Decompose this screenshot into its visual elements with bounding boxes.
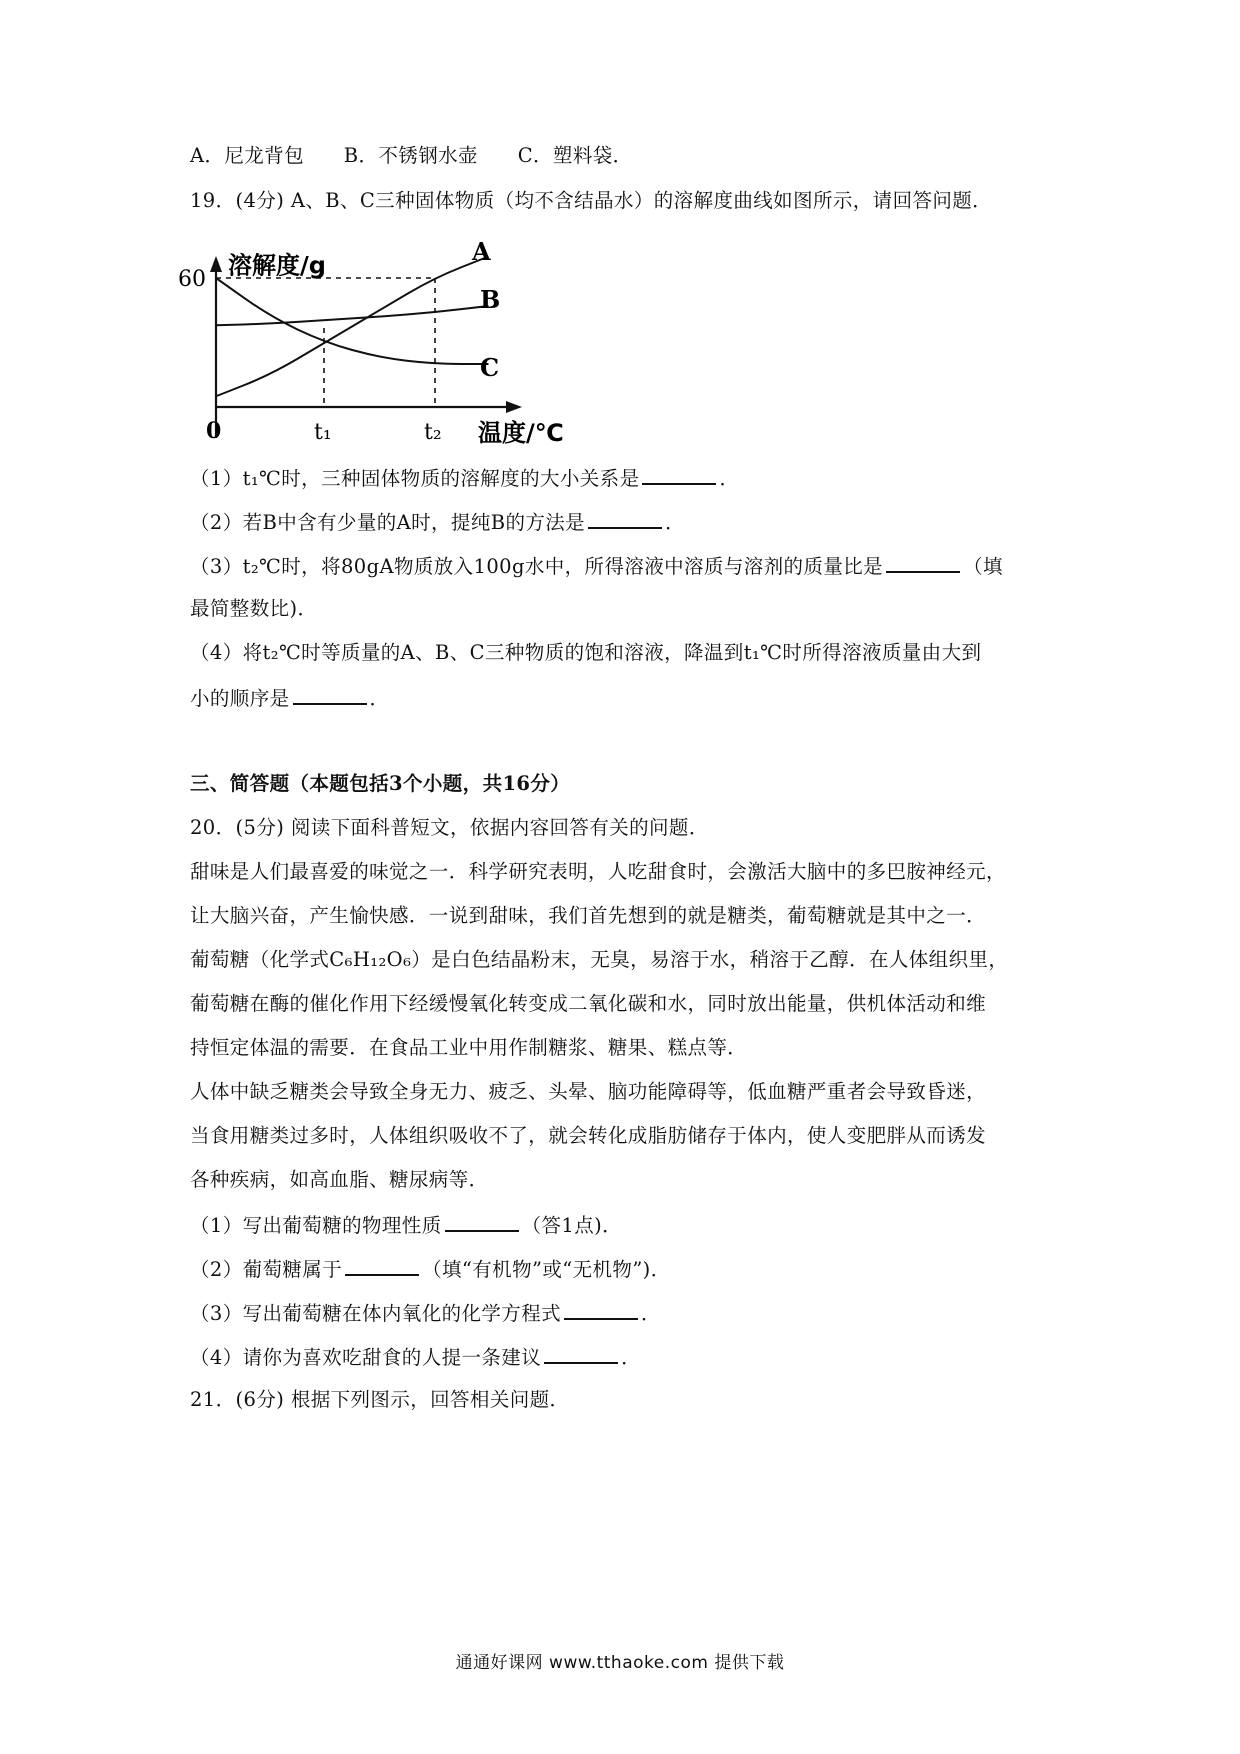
origin-label: 0 <box>206 418 222 444</box>
solubility-chart <box>178 237 610 458</box>
answer-blank[interactable] <box>564 1298 638 1320</box>
section3-title-text: 三、简答题（本题包括3个小题，共16分） <box>190 772 571 795</box>
passage-text: 让大脑兴奋，产生愉快感．一说到甜味，我们首先想到的就是糖类，葡萄糖就是其中之一． <box>190 904 987 927</box>
q20-sub1 <box>190 1210 622 1240</box>
answer-blank[interactable] <box>293 683 367 705</box>
passage-text: 当食用糖类过多时，人体组织吸收不了，就会转化成脂肪储存于体内，使人变肥胖从而诱发 <box>190 1124 987 1147</box>
q20-sub4 <box>190 1342 641 1372</box>
q19-sub3-cont <box>190 595 317 623</box>
footer-text: 通通好课网 www.tthaoke.com 提供下载 <box>455 1653 785 1673</box>
section3-title <box>190 770 570 798</box>
q20-passage-line <box>190 1034 747 1062</box>
q19-sub2-text: （2）若B中含有少量的A时，提纯B的方法是 <box>190 511 586 534</box>
q19-sub3-end: （填 <box>963 555 1003 578</box>
q20-sub1-end: （答1点)． <box>521 1214 623 1237</box>
q19-stem <box>190 187 992 215</box>
y-axis-label: 溶解度/g <box>228 251 326 280</box>
q21-stem-text: 21．(6分) 根据下列图示，回答相关问题． <box>190 1388 570 1411</box>
curve-C <box>216 278 489 364</box>
x-tick-t1: t₁ <box>314 420 332 445</box>
q20-passage-line <box>190 1078 986 1106</box>
series-label-B: B <box>480 285 501 314</box>
q20-sub2-text: （2）葡萄糖属于 <box>190 1258 343 1281</box>
q20-sub2-end: （填“有机物”或“无机物”)． <box>422 1258 671 1281</box>
passage-text: 各种疾病，如高血脂、糖尿病等． <box>190 1168 489 1191</box>
q20-stem <box>190 814 709 842</box>
passage-text: 葡萄糖（化学式C₆H₁₂O₆）是白色结晶粉末，无臭，易溶于水，稍溶于乙醇．在人体组织里， <box>190 948 1009 971</box>
passage-text: 人体中缺乏糖类会导致全身无力、疲乏、头晕、脑功能障碍等，低血糖严重者会导致昏迷， <box>190 1080 987 1103</box>
q19-sub1 <box>190 463 739 493</box>
q20-passage-line <box>190 946 1008 974</box>
q19-stem-text: 19．(4分) A、B、C三种固体物质（均不含结晶水）的溶解度曲线如图所示，请回答问题． <box>190 189 993 212</box>
answer-blank[interactable] <box>886 551 960 573</box>
answer-blank[interactable] <box>445 1210 519 1232</box>
q19-sub2 <box>190 507 685 537</box>
q20-sub4-end: ． <box>621 1346 642 1369</box>
q20-sub3 <box>190 1298 661 1328</box>
answer-blank[interactable] <box>345 1254 419 1276</box>
q18-options-text: A．尼龙背包 B．不锈钢水壶 C．塑料袋． <box>190 144 633 167</box>
q20-sub1-text: （1）写出葡萄糖的物理性质 <box>190 1214 442 1237</box>
q18-options <box>190 142 633 170</box>
q19-sub4-cont-text: 小的顺序是 <box>190 687 290 710</box>
page-footer <box>0 1648 1240 1673</box>
q20-sub2 <box>190 1254 671 1284</box>
q19-sub4 <box>190 639 981 667</box>
answer-blank[interactable] <box>544 1342 618 1364</box>
q19-sub3-text: （3）t₂℃时，将80gA物质放入100g水中，所得溶液中溶质与溶剂的质量比是 <box>190 555 884 578</box>
curve-B <box>216 306 489 325</box>
q19-sub3-cont-text: 最简整数比)． <box>190 597 318 620</box>
q20-sub3-text: （3）写出葡萄糖在体内氧化的化学方程式 <box>190 1302 562 1325</box>
q19-sub3 <box>190 551 1003 581</box>
q19-sub1-text: （1）t₁℃时，三种固体物质的溶解度的大小关系是 <box>190 467 640 490</box>
y-tick-60: 60 <box>178 267 206 292</box>
q20-stem-text: 20．(5分) 阅读下面科普短文，依据内容回答有关的问题． <box>190 816 709 839</box>
y-axis-arrow <box>210 256 222 272</box>
series-label-C: C <box>480 353 500 382</box>
x-tick-t2: t₂ <box>424 420 442 445</box>
q20-passage-line <box>190 1166 489 1194</box>
passage-text: 葡萄糖在酶的催化作用下经缓慢氧化转变成二氧化碳和水，同时放出能量，供机体活动和维 <box>190 992 987 1015</box>
q19-sub4-cont <box>190 683 389 713</box>
answer-blank[interactable] <box>588 507 662 529</box>
x-axis-arrow <box>506 401 522 413</box>
answer-blank[interactable] <box>642 463 716 485</box>
q19-sub1-end: ． <box>719 467 740 490</box>
x-axis-label: 温度/℃ <box>478 419 564 447</box>
q20-sub3-end: ． <box>641 1302 661 1325</box>
series-label-A: A <box>472 237 491 266</box>
q20-passage-line <box>190 990 986 1018</box>
q21-stem <box>190 1386 569 1414</box>
q20-passage-line <box>190 902 986 930</box>
passage-text: 甜味是人们最喜爱的味觉之一．科学研究表明，人吃甜食时，会激活大脑中的多巴胺神经元， <box>190 860 1006 883</box>
passage-text: 持恒定体温的需要．在食品工业中用作制糖浆、糖果、糕点等． <box>190 1036 748 1059</box>
q20-passage-line <box>190 1122 986 1150</box>
q19-sub4-text: （4）将t₂℃时等质量的A、B、C三种物质的饱和溶液，降温到t₁℃时所得溶液质量由大到 <box>190 641 982 664</box>
q19-sub2-end: ． <box>665 511 685 534</box>
q19-sub4-end: ． <box>369 687 390 710</box>
q20-passage-line <box>190 858 1006 886</box>
q20-sub4-text: （4）请你为喜欢吃甜食的人提一条建议 <box>190 1346 542 1369</box>
